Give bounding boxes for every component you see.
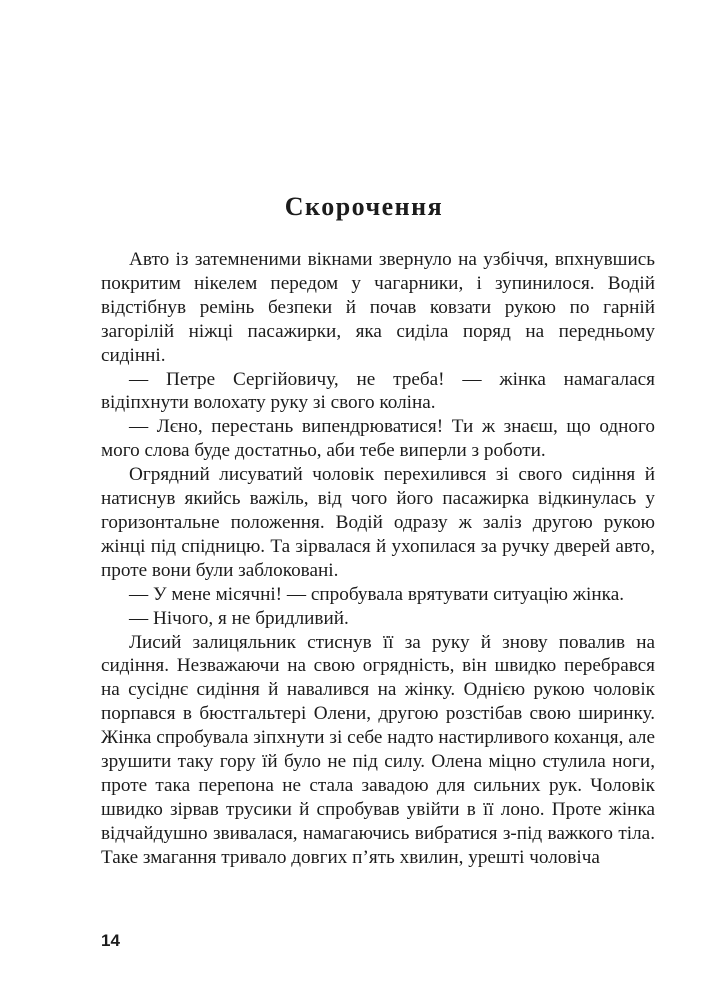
body-text [101,248,655,870]
paragraph: Лисий залицяльник стиснув її за руку й знову повалив на сидіння. Незважаючи на свою огрядність, він швидко перебрався на сусіднє сидіння й навалився на жінку. Однією рукою чоловік порпався в бюстгальтері Олени, другою розстібав свою ширинку. Жінка спробувала зіпхнути зі себе надто настирливого коханця, але зрушити таку гору їй було не під силу. Олена міцно стулила ноги, проте така перепона не стала завадою для сильних рук. Чоловік швидко зірвав трусики й спробував увійти в її лоно. Проте жінка відчайдушно звивалася, намагаючись вибратися з-під важкого тіла. Таке змагання тривало довгих п’ять хвилин, урешті чоловіча [101,631,655,868]
page-number: 14 [101,931,120,950]
paragraph: — У мене місячні! — спробувала врятувати ситуацію жінка. [129,583,625,605]
paragraph: — Петре Сергійовичу, не треба! — жінка намагалася відіпхнути волохату руку зі свого коліна. [101,368,655,414]
paragraph: Огрядний лисуватий чоловік перехилився зі свого сидіння й натиснув якийсь важіль, від чого його пасажирка відкинулась у горизонтальне положення. Водій одразу ж заліз другою рукою жінці під спідницю. Та зірвалася й ухопилася за ручку дверей авто, проте вони були заблоковані. [101,464,655,581]
paragraph: — Нічого, я не бридливий. [129,607,349,629]
paragraph: Авто із затемненими вікнами звернуло на узбіччя, впхнувшись покритим нікелем передом у чагарники, і зупинилося. Водій відстібнув ремінь безпеки й почав ковзати рукою по гарній загорілій ніжці пасажирки, яка сиділа поряд на передньому сидінні. [101,249,655,366]
paragraph: — Лєно, перестань випендрюватися! Ти ж знаєш, що одного мого слова буде достатньо, аби тебе виперли з роботи. [101,416,655,462]
chapter-title: Скорочення [284,192,444,221]
